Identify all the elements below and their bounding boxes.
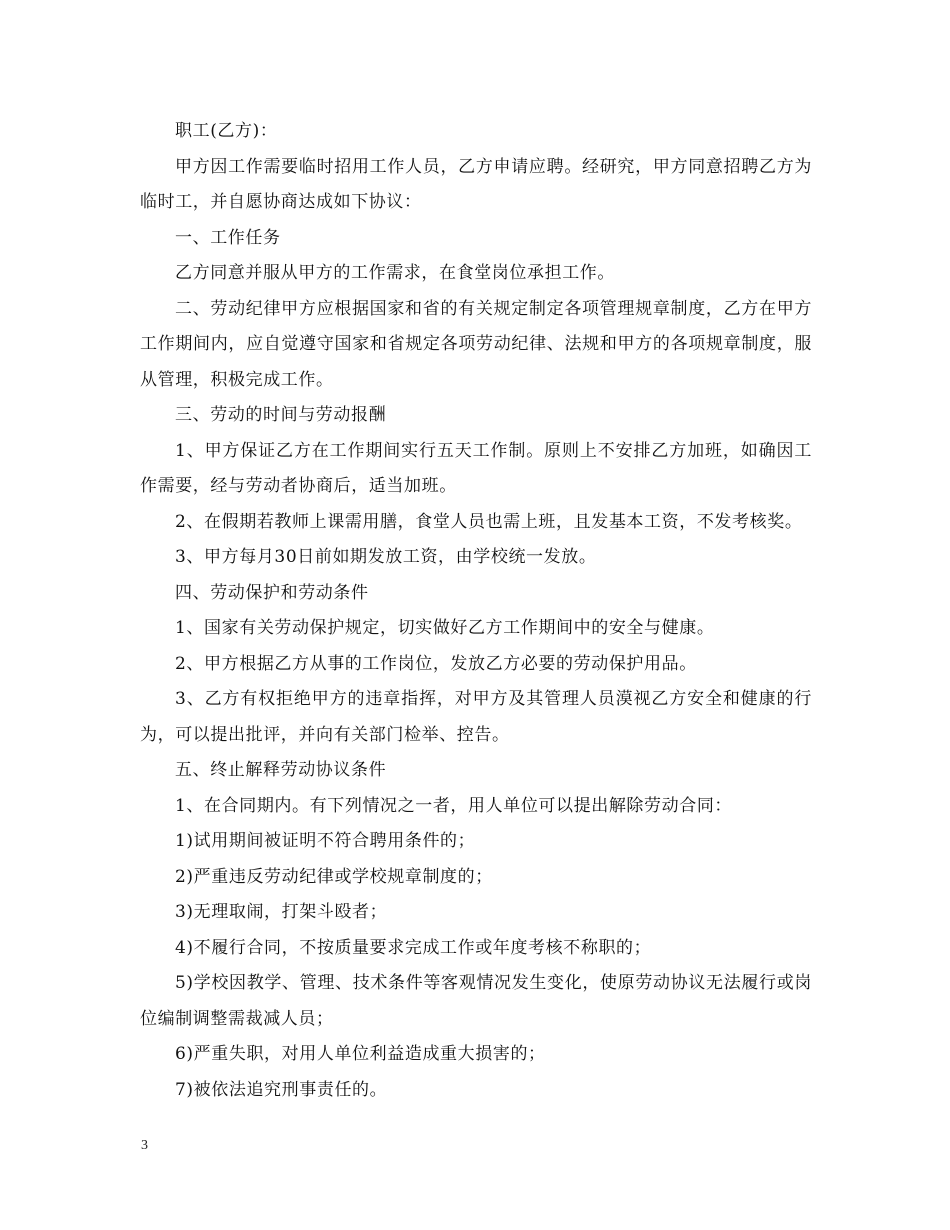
list-item-termination-7: 7)被依法追究刑事责任的。 xyxy=(175,1079,388,1100)
paragraph-intro: 甲方因工作需要临时招用工作人员，乙方申请应聘。经研究，甲方同意招聘乙方为临时工，并自愿协商达成如下协议： xyxy=(140,156,812,212)
heading-termination: 五、终止解释劳动协议条件 xyxy=(175,760,387,780)
list-item-termination-1: 1)试用期间被证明不符合聘用条件的； xyxy=(175,831,476,851)
list-item-termination-2: 2)严重违反劳动纪律或学校规章制度的； xyxy=(175,866,493,887)
paragraph-labor-discipline: 二、劳动纪律甲方应根据国家和省的有关规定制定各项管理规章制度，乙方在甲方工作期间内，应自觉遵守国家和省规定各项劳动纪律、法规和甲方的各项规章制度，服从管理，积极完成工作。 xyxy=(140,298,812,390)
paragraph-time-pay-3: 3、甲方每月30日前如期发放工资，由学校统一发放。 xyxy=(175,547,597,567)
heading-time-pay: 三、劳动的时间与劳动报酬 xyxy=(175,405,387,425)
paragraph-termination-1: 1、在合同期内。有下列情况之一者，用人单位可以提出解除劳动合同： xyxy=(175,795,733,816)
list-item-termination-3: 3)无理取闹，打架斗殴者； xyxy=(175,902,388,922)
paragraph-time-pay-1: 1、甲方保证乙方在工作期间实行五天工作制。原则上不安排乙方加班，如确因工作需要，经与劳动者协商后，适当加班。 xyxy=(140,440,812,496)
paragraph-protection-2: 2、甲方根据乙方从事的工作岗位，发放乙方必要的劳动保护用品。 xyxy=(175,653,697,674)
paragraph-work-task: 乙方同意并服从甲方的工作需求，在食堂岗位承担工作。 xyxy=(175,263,615,283)
list-item-termination-5: 5)学校因教学、管理、技术条件等客观情况发生变化，使原劳动协议无法履行或岗位编制调整需裁减人员； xyxy=(140,973,812,1029)
heading-work-task: 一、工作任务 xyxy=(175,227,281,248)
paragraph-worker-party: 职工(乙方)： xyxy=(175,121,278,141)
list-item-termination-4: 4)不履行合同，不按质量要求完成工作或年度考核不称职的； xyxy=(175,937,652,958)
heading-labor-protection: 四、劳动保护和劳动条件 xyxy=(175,582,369,603)
paragraph-time-pay-2: 2、在假期若教师上课需用膳，食堂人员也需上班，且发基本工资，不发考核奖。 xyxy=(175,511,803,532)
page-number: 3 xyxy=(141,1138,148,1153)
list-item-termination-6: 6)严重失职，对用人单位利益造成重大损害的； xyxy=(175,1044,546,1064)
document-body xyxy=(140,114,812,1108)
paragraph-protection-3: 3、乙方有权拒绝甲方的违章指挥，对甲方及其管理人员漠视乙方安全和健康的行为，可以提出批评，并向有关部门检举、控告。 xyxy=(140,689,812,745)
paragraph-protection-1: 1、国家有关劳动保护规定，切实做好乙方工作期间中的安全与健康。 xyxy=(175,618,715,638)
